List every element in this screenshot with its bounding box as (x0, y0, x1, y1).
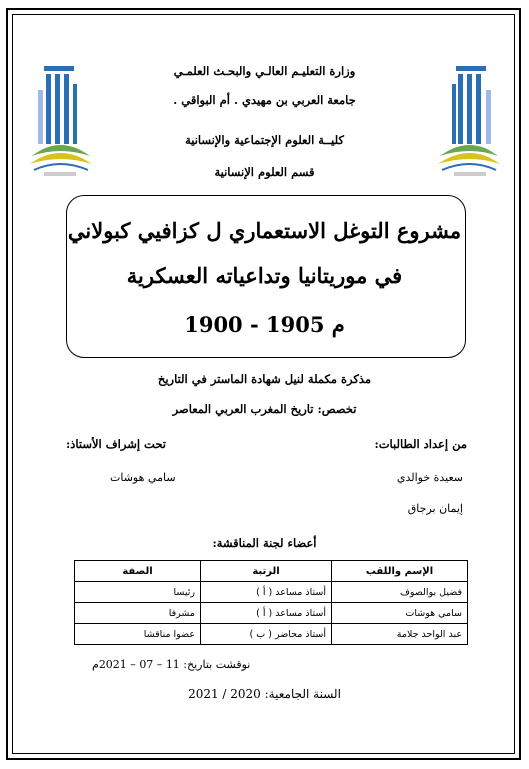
table-row (75, 582, 468, 603)
column-header-name: الإسم واللقب (332, 561, 468, 582)
column-header-rank: الرتبة (201, 561, 332, 582)
table-row (75, 624, 468, 645)
thesis-title-line-2: في موريتانيا وتداعياته العسكرية (126, 263, 403, 288)
university-name: جامعة العربي بن مهيدي . أم البواقي . (173, 93, 356, 107)
specialty-statement: تخصص: تاريخ المغرب العربي المعاصر (172, 402, 357, 416)
table-header-row (75, 561, 468, 582)
member-name: عبد الواحد جلامة (332, 624, 468, 645)
member-name: سامي هوشات (332, 603, 468, 624)
defense-date: نوقشت بتاريخ: 11 – 07 – 2021م (92, 658, 251, 671)
academic-year: السنة الجامعية: 2020 / 2021 (188, 687, 341, 701)
supervisor-name: سامي هوشات (110, 471, 176, 484)
ministry-name: وزارة التعليـم العالـي والبحـث العلمـي (173, 64, 356, 78)
member-role: عضوا مناقشا (75, 624, 201, 645)
student-name: إيمان برجاق (407, 502, 463, 515)
committee-table (74, 560, 468, 645)
member-role: مشرفا (75, 603, 201, 624)
university-logo-icon (436, 60, 504, 182)
department-name: قسم العلوم الإنسانية (214, 165, 315, 179)
students-label: من إعداد الطالبات: (374, 437, 467, 451)
committee-label: أعضاء لجنة المناقشة: (212, 536, 317, 550)
member-rank: أستاذ مساعد ( أ ) (201, 603, 332, 624)
faculty-name: كليــة العلوم الإجتماعية والإنسانية (185, 133, 344, 147)
member-role: رئيسا (75, 582, 201, 603)
thesis-title-line-1: مشروع التوغل الاستعماري ل كزافيي كبولاني (67, 218, 462, 243)
supervisor-label: تحت إشراف الأستاذ: (66, 437, 166, 451)
table-row (75, 603, 468, 624)
student-name: سعيدة خوالدي (396, 471, 463, 484)
degree-statement: مذكرة مكملة لنيل شهادة الماستر في التاريخ (157, 372, 372, 386)
member-rank: أستاذ مساعد ( أ ) (201, 582, 332, 603)
member-name: فضيل بوالصوف (332, 582, 468, 603)
column-header-role: الصفة (75, 561, 201, 582)
university-logo-icon (26, 60, 94, 182)
member-rank: أستاذ محاضر ( ب ) (201, 624, 332, 645)
thesis-title-years: 1900 - 1905 م (184, 312, 345, 337)
